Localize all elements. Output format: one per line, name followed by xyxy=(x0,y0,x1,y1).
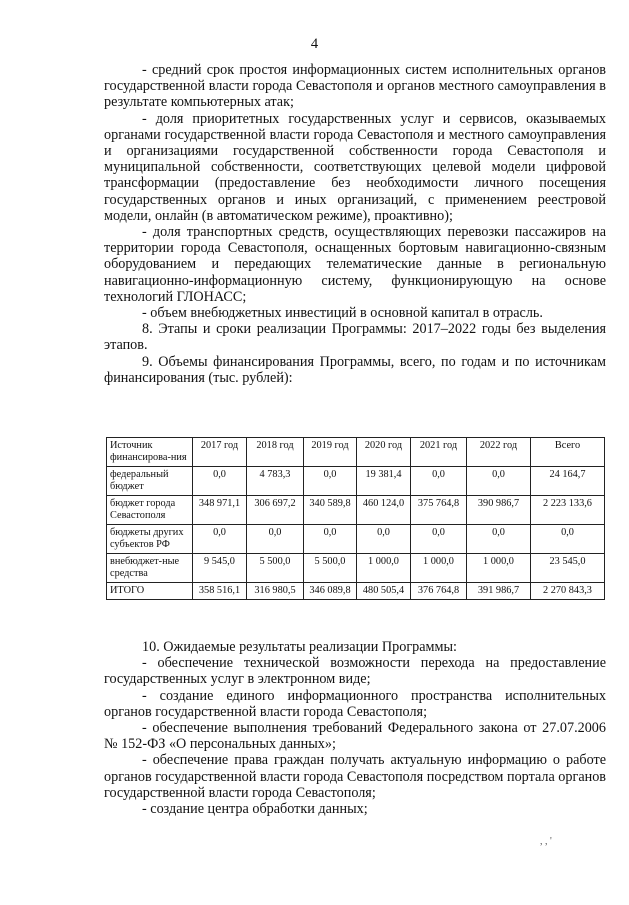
table-header-cell: Всего xyxy=(531,438,605,467)
table-cell: 1 000,0 xyxy=(357,554,411,583)
paragraph: - доля транспортных средств, осуществляющих перевозки пассажиров на территории города Севастополя, оснащенных бортовым навигационно-связным оборудованием и передающих телематические данные в региональную навигационно-информационную систему, функционирующую на основе технологий ГЛОНАСС; xyxy=(104,224,606,305)
table-cell: 0,0 xyxy=(304,525,357,554)
paragraph: 8. Этапы и сроки реализации Программы: 2017–2022 годы без выделения этапов. xyxy=(104,321,606,354)
table-cell: бюджет города Севастополя xyxy=(107,496,193,525)
table-cell: 23 545,0 xyxy=(531,554,605,583)
paragraph: - средний срок простоя информационных систем исполнительных органов государственной власти города Севастополя и органов местного самоуправления в результате компьютерных атак; xyxy=(104,62,606,111)
table-cell: 376 764,8 xyxy=(411,583,467,600)
table-row xyxy=(107,496,605,525)
table-cell: 480 505,4 xyxy=(357,583,411,600)
table-cell: 346 089,8 xyxy=(304,583,357,600)
table-cell: 2 270 843,3 xyxy=(531,583,605,600)
table-header-cell: 2022 год xyxy=(467,438,531,467)
paragraph: - доля приоритетных государственных услуг и сервисов, оказываемых органами государственной власти города Севастополя и местного самоуправления и организациями государственной собственности города Севастополя и муниципальной собственности, соответствующих целевой модели цифровой трансформации (предоставление без необходимости личного посещения государственных органов и иных организаций, с применением реестровой модели, онлайн (в автоматическом режиме), проактивно); xyxy=(104,110,606,224)
paragraph: - обеспечение права граждан получать актуальную информацию о работе органов государственной власти города Севастополя посредством портала органов государственной власти города Севастополя; xyxy=(104,752,606,801)
table-cell: 1 000,0 xyxy=(411,554,467,583)
table-header-cell: 2019 год xyxy=(304,438,357,467)
table-cell: 0,0 xyxy=(193,467,247,496)
table-cell: федеральный бюджет xyxy=(107,467,193,496)
table-cell: внебюджет-ные средства xyxy=(107,554,193,583)
paragraph: - обеспечение технической возможности перехода на предоставление государственных услуг в электронном виде; xyxy=(104,655,606,688)
section-heading: 10. Ожидаемые результаты реализации Программы: xyxy=(142,639,457,655)
table-cell: 0,0 xyxy=(467,467,531,496)
text-block-top xyxy=(104,62,606,386)
table-cell: ИТОГО xyxy=(107,583,193,600)
paragraph: - объем внебюджетных инвестиций в основной капитал в отрасль. xyxy=(142,305,543,322)
table-header-cell: 2020 год xyxy=(357,438,411,467)
table-cell: 0,0 xyxy=(247,525,304,554)
table-cell: 5 500,0 xyxy=(304,554,357,583)
paragraph: - создание центра обработки данных; xyxy=(142,801,368,818)
table-cell: 340 589,8 xyxy=(304,496,357,525)
financing-table xyxy=(106,437,605,600)
table-cell: 24 164,7 xyxy=(531,467,605,496)
table-cell: 0,0 xyxy=(193,525,247,554)
table-cell: 0,0 xyxy=(411,525,467,554)
table-header-cell: 2018 год xyxy=(247,438,304,467)
page-number: 4 xyxy=(310,36,319,52)
table-cell: 460 124,0 xyxy=(357,496,411,525)
text-block-bottom xyxy=(104,639,606,817)
table-cell: 358 516,1 xyxy=(193,583,247,600)
table-row xyxy=(107,554,605,583)
table-cell: 0,0 xyxy=(531,525,605,554)
table-cell: 316 980,5 xyxy=(247,583,304,600)
table-cell: 348 971,1 xyxy=(193,496,247,525)
table-cell: 306 697,2 xyxy=(247,496,304,525)
table-row xyxy=(107,525,605,554)
table-cell: 5 500,0 xyxy=(247,554,304,583)
paragraph: 9. Объемы финансирования Программы, всего, по годам и по источникам финансирования (тыс. рублей): xyxy=(104,353,606,386)
paragraph: - создание единого информационного пространства исполнительных органов государственной власти города Севастополя; xyxy=(104,687,606,720)
table-cell: 19 381,4 xyxy=(357,467,411,496)
table-cell: 9 545,0 xyxy=(193,554,247,583)
paragraph: - обеспечение выполнения требований Федерального закона от 27.07.2006 № 152-ФЗ «О персональных данных»; xyxy=(104,720,606,753)
table-cell: 0,0 xyxy=(467,525,531,554)
table-cell: 1 000,0 xyxy=(467,554,531,583)
table-cell: бюджеты других субъектов РФ xyxy=(107,525,193,554)
table-cell: 0,0 xyxy=(304,467,357,496)
table-header-cell: Источник финансирова-ния xyxy=(107,438,193,467)
table-header-row xyxy=(107,438,605,467)
table-cell: 0,0 xyxy=(411,467,467,496)
table-cell: 391 986,7 xyxy=(467,583,531,600)
table-cell: 390 986,7 xyxy=(467,496,531,525)
corner-mark: , , ' xyxy=(540,836,552,847)
table-header-cell: 2021 год xyxy=(411,438,467,467)
table-row xyxy=(107,467,605,496)
table-cell: 2 223 133,6 xyxy=(531,496,605,525)
table-cell: 375 764,8 xyxy=(411,496,467,525)
table-header-cell: 2017 год xyxy=(193,438,247,467)
table-total-row xyxy=(107,583,605,600)
table-cell: 4 783,3 xyxy=(247,467,304,496)
table-cell: 0,0 xyxy=(357,525,411,554)
